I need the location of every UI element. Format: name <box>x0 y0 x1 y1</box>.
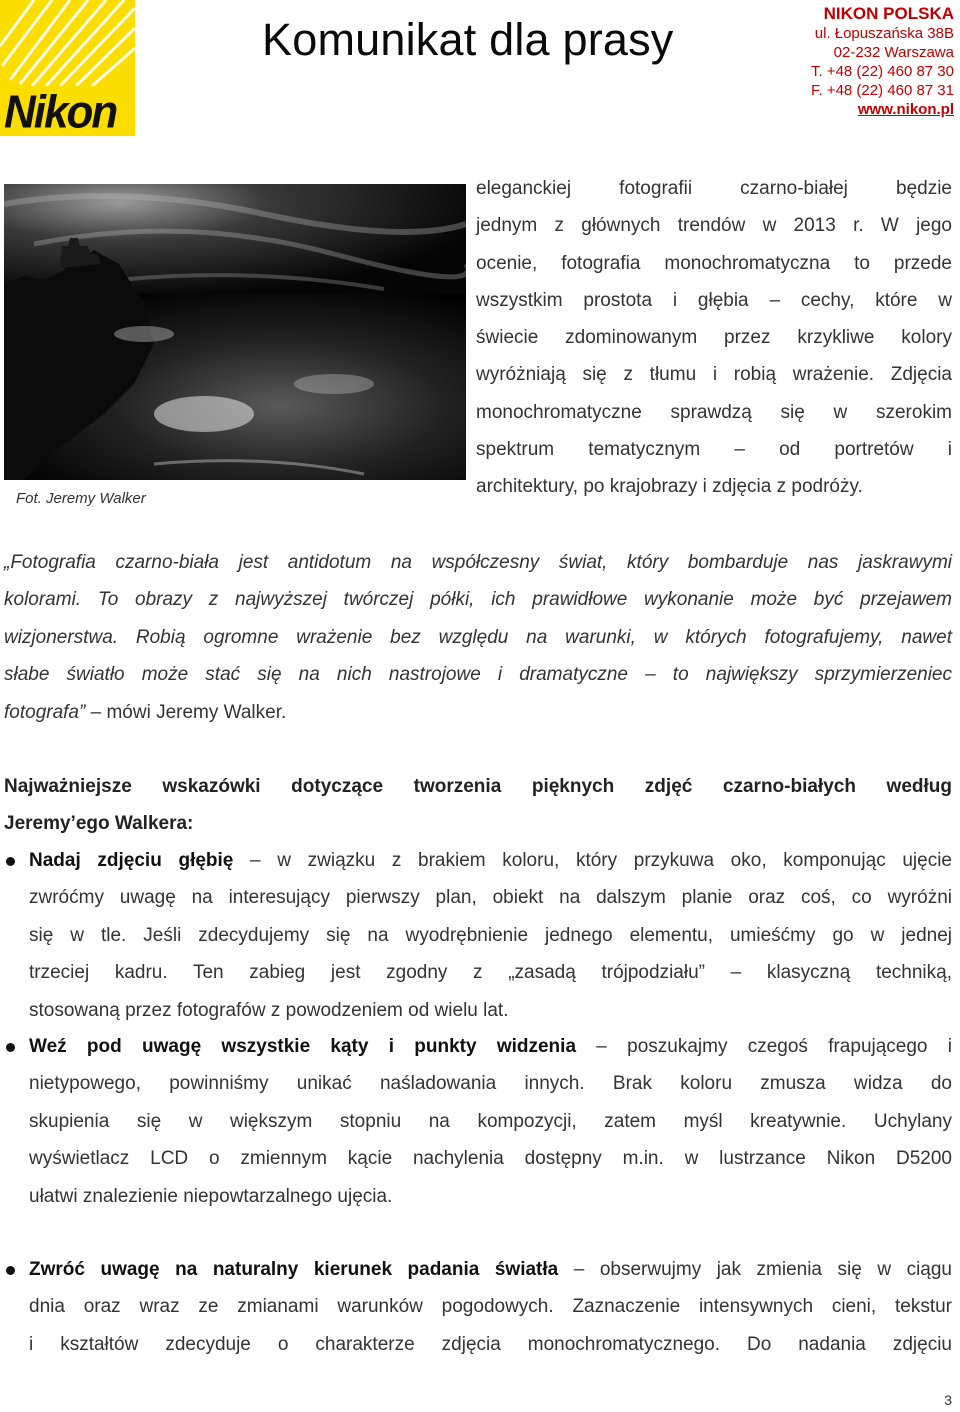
tip-title: Zwróć uwagę na naturalny kierunek padania światła <box>29 1259 559 1280</box>
tip-text: – poszukajmy czegoś frapującego i <box>576 1036 952 1057</box>
company-name: NIKON POLSKA <box>823 4 954 23</box>
tip-line: skupienia się w większym stopniu na kompozycji, zatem myśl kreatywnie. Uchylany <box>29 1110 952 1132</box>
text-line: jednym z głównych trendów w 2013 r. W jego <box>476 215 952 237</box>
bullet-icon <box>6 857 15 866</box>
tip-line: dnia oraz wraz ze zmianami warunków pogodowych. Zaznaczenie intensywnych cieni, tekstur <box>29 1296 952 1318</box>
tip-item <box>4 842 952 1029</box>
tip-item <box>4 1251 952 1363</box>
landscape-photo <box>4 184 466 480</box>
tip-line: trzeciej kadru. Ten zabieg jest zgodny z „zasadą trójpodziału” – klasyczną techniką, <box>29 962 952 984</box>
tip-line: zwróćmy uwagę na interesujący pierwszy plan, obiekt na dalszym planie oraz coś, co wyróżni <box>29 887 952 909</box>
page-number: 3 <box>944 1392 952 1408</box>
tip-line <box>29 1251 952 1288</box>
nikon-logo <box>0 0 135 136</box>
address-line: ul. Łopuszańska 38B <box>814 25 954 42</box>
quote-text: wizjonerstwa. Robią ogromne wrażenie bez względu na warunki, w których fotografujemy, nawet <box>4 626 952 648</box>
text-line: monochromatyczne sprawdzą się w szerokim <box>476 401 952 423</box>
phone-line: T. +48 (22) 460 87 30 <box>810 63 954 80</box>
tip-body <box>29 842 952 1029</box>
website-link[interactable]: www.nikon.pl <box>857 101 954 118</box>
quote-line <box>4 581 952 618</box>
photo-illustration <box>4 184 466 480</box>
text-line: wyróżniają się z tłumu i robią wrażenie. Zdjęcia <box>476 364 952 386</box>
text-line: ocenie, fotografia monochromatyczna to przede <box>476 252 952 274</box>
tip-line: stosowaną przez fotografów z powodzeniem od wielu lat. <box>29 999 509 1021</box>
heading-line: Jeremy’ego Walkera: <box>4 813 194 835</box>
quote-text: słabe światło może stać się na nich nastrojowe i dramatyczne – to największy sprzymierzeniec <box>4 664 952 686</box>
bullet-icon <box>6 1266 15 1275</box>
tip-line <box>29 1028 952 1065</box>
address-line: 02-232 Warszawa <box>833 44 954 61</box>
text-line: architektury, po krajobrazy i zdjęcia z podróży. <box>476 476 863 498</box>
section-heading <box>4 768 952 843</box>
tip-title: Weź pod uwagę wszystkie kąty i punkty widzenia <box>29 1036 577 1057</box>
tip-line: ułatwi znalezienie niepowtarzalnego ujęcia. <box>29 1185 393 1207</box>
quote-text: „Fotografia czarno-biała jest antidotum na współczesny świat, który bombarduje nas jaskrawymi <box>4 552 952 573</box>
text-line: spektrum tematycznym – od portretów i <box>476 439 952 461</box>
tip-body <box>29 1251 952 1363</box>
quote-line <box>4 619 952 656</box>
tip-title: Nadaj zdjęciu głębię <box>29 850 234 871</box>
tip-line: i kształtów zdecyduje o charakterze zdjęcia monochromatycznego. Do nadania zdjęciu <box>29 1333 952 1355</box>
quote-text: fotografa” <box>4 701 86 723</box>
tip-text: – obserwujmy jak zmienia się w ciągu <box>558 1259 952 1280</box>
tip-line: wyświetlacz LCD o zmiennym kącie nachylenia dostępny m.in. w lustrzance Nikon D5200 <box>29 1148 952 1170</box>
page-title: Komunikat dla prasy <box>262 14 674 65</box>
quote-line <box>4 656 952 693</box>
quote-attribution: – mówi Jeremy Walker. <box>85 701 287 723</box>
contact-block <box>714 4 954 119</box>
tip-line <box>29 842 952 879</box>
fax-line: F. +48 (22) 460 87 31 <box>810 82 954 99</box>
heading-line: Najważniejsze wskazówki dotyczące tworzenia pięknych zdjęć czarno-białych według <box>4 776 952 797</box>
intro-paragraph <box>476 170 952 506</box>
text-line: świecie zdominowanym przez krzykliwe kolory <box>476 327 952 349</box>
logo-wordmark: Nikon <box>4 86 117 136</box>
tip-body <box>29 1028 952 1215</box>
tip-text: – w związku z brakiem koloru, który przykuwa oko, komponując ujęcie <box>233 850 953 871</box>
text-line: wszystkim prostota i głębia – cechy, które w <box>476 289 952 311</box>
quote-line <box>4 544 952 581</box>
bullet-icon <box>6 1043 15 1052</box>
photo-caption: Fot. Jeremy Walker <box>16 490 146 507</box>
walker-quote <box>4 544 952 731</box>
quote-line <box>4 694 952 731</box>
tip-line: się w tle. Jeśli zdecydujemy się na wyodrębnienie jednego elementu, umieśćmy go w jednej <box>29 924 952 946</box>
text-line: eleganckiej fotografii czarno-białej będzie <box>476 178 952 199</box>
tip-line: nietypowego, powinniśmy unikać naśladowania innych. Brak koloru zmusza widza do <box>29 1073 952 1095</box>
quote-text: kolorami. To obrazy z najwyższej twórczej półki, ich prawidłowe wykonanie może być przejawem <box>4 589 952 611</box>
tip-item <box>4 1028 952 1215</box>
